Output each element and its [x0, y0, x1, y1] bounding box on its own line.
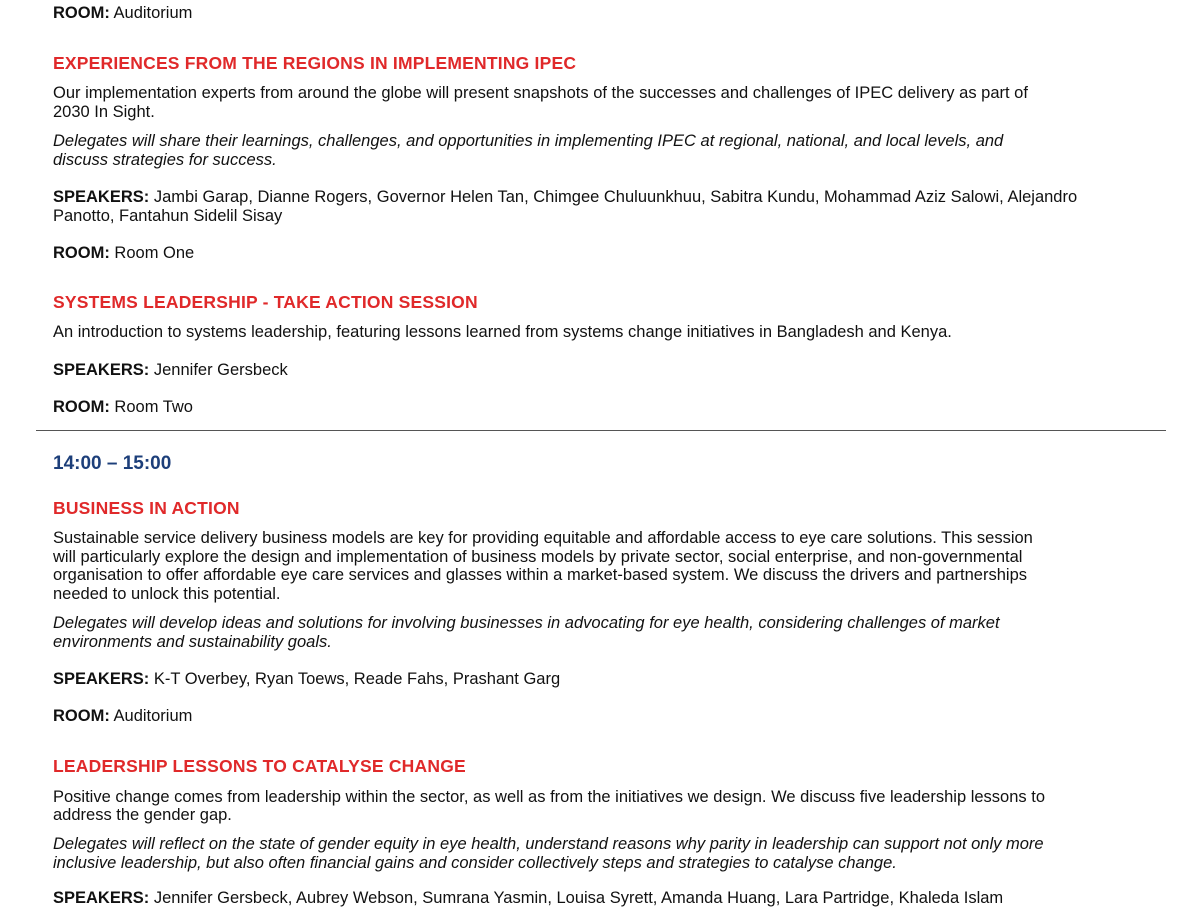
speakers-label: SPEAKERS:	[53, 670, 150, 688]
session-title: EXPERIENCES FROM THE REGIONS IN IMPLEMENTING IPEC	[53, 53, 577, 73]
session-title: SYSTEMS LEADERSHIP - TAKE ACTION SESSION	[53, 292, 478, 312]
session-description-line: organisation to offer affordable eye care services and glasses within a market-based system. We discuss the drivers and partnerships	[53, 566, 1027, 584]
session-description-line: 2030 In Sight.	[53, 103, 155, 121]
room-line	[53, 244, 194, 263]
speakers-value: Jambi Garap, Dianne Rogers, Governor Helen Tan, Chimgee Chuluunkhuu, Sabitra Kundu, Mohammad Aziz Salowi, Alejandro	[153, 188, 1078, 206]
speakers-label: SPEAKERS:	[53, 889, 150, 907]
speakers-line	[53, 188, 1077, 207]
session-delegates-line: inclusive leadership, but also often financial gains and consider collectively steps and strategies to catalyse change.	[53, 854, 897, 872]
speakers-line	[53, 361, 288, 380]
speakers-label: SPEAKERS:	[53, 361, 150, 379]
speakers-line	[53, 889, 1003, 908]
session-title: LEADERSHIP LESSONS TO CATALYSE CHANGE	[53, 756, 466, 776]
session-title: BUSINESS IN ACTION	[53, 498, 240, 518]
speakers-continuation: Panotto, Fantahun Sidelil Sisay	[53, 207, 283, 225]
session-delegates-line: environments and sustainability goals.	[53, 633, 332, 651]
session-delegates-line: Delegates will reflect on the state of gender equity in eye health, understand reasons why parity in leadership can support not only more	[53, 835, 1044, 853]
room-label: ROOM:	[53, 4, 110, 22]
speakers-label: SPEAKERS:	[53, 188, 150, 206]
section-divider	[36, 430, 1166, 431]
session-description-line: address the gender gap.	[53, 806, 232, 824]
session-description-line: will particularly explore the design and implementation of business models by private sector, social enterprise, and non-governmental	[53, 548, 1023, 566]
time-slot-heading: 14:00 – 15:00	[53, 453, 172, 474]
speakers-value: Jennifer Gersbeck, Aubrey Webson, Sumrana Yasmin, Louisa Syrett, Amanda Huang, Lara Partridge, Khaleda Islam	[153, 889, 1004, 907]
room-value: Auditorium	[113, 4, 193, 22]
room-line	[53, 4, 192, 23]
room-line	[53, 707, 192, 726]
room-label: ROOM:	[53, 398, 110, 416]
speakers-value: K-T Overbey, Ryan Toews, Reade Fahs, Prashant Garg	[153, 670, 561, 688]
room-value: Auditorium	[113, 707, 193, 725]
session-delegates-line: Delegates will develop ideas and solutions for involving businesses in advocating for eye health, considering challenges of market	[53, 614, 1000, 632]
room-label: ROOM:	[53, 244, 110, 262]
session-description-line: Positive change comes from leadership within the sector, as well as from the initiatives we design. We discuss five leadership lessons to	[53, 788, 1045, 806]
session-description-line: An introduction to systems leadership, featuring lessons learned from systems change initiatives in Bangladesh and Kenya.	[53, 323, 952, 341]
session-description-line: Sustainable service delivery business models are key for providing equitable and affordable access to eye care solutions. This session	[53, 529, 1033, 547]
speakers-line	[53, 670, 560, 689]
room-label: ROOM:	[53, 707, 110, 725]
session-delegates-line: discuss strategies for success.	[53, 151, 277, 169]
room-value: Room Two	[114, 398, 193, 416]
session-description-line: needed to unlock this potential.	[53, 585, 281, 603]
room-value: Room One	[114, 244, 195, 262]
session-delegates-line: Delegates will share their learnings, challenges, and opportunities in implementing IPEC at regional, national, and local levels, and	[53, 132, 1004, 150]
session-description-line: Our implementation experts from around the globe will present snapshots of the successes and challenges of IPEC delivery as part of	[53, 84, 1028, 102]
speakers-value: Jennifer Gersbeck	[153, 361, 288, 379]
room-line	[53, 398, 193, 417]
